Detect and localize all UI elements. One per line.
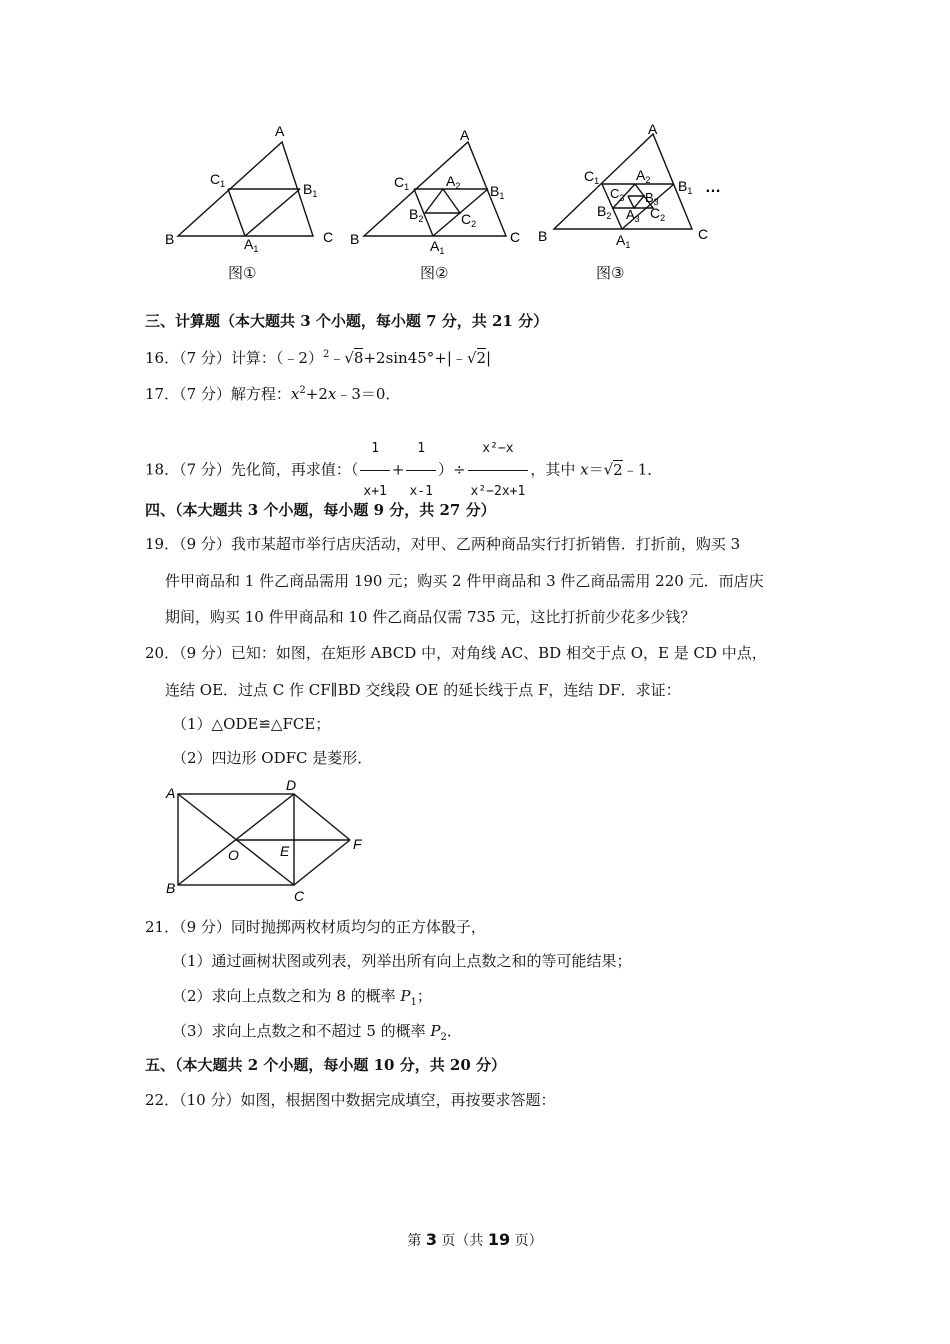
- svg-text:B: B: [165, 231, 175, 247]
- question-19-line3: 期间，购买 10 件甲商品和 10 件乙商品仅需 735 元，这比打折前少花多少钱？: [165, 608, 696, 626]
- figure-rectangle: [160, 776, 380, 906]
- svg-text:B2: $B_2$: [597, 203, 612, 221]
- svg-text:C1: $C_1$: [210, 171, 226, 189]
- question-20-part2: （2）四边形 ODFC 是菱形．: [172, 749, 373, 767]
- svg-text:A1: $A_1$: [616, 232, 631, 250]
- section4-title: 四、（本大题共 3 个小题，每小题 9 分，共 27 分）: [145, 501, 496, 519]
- svg-text:C2: $C_2$: [650, 205, 666, 223]
- svg-text:A: A: [648, 121, 658, 137]
- svg-text:B: B: [538, 228, 548, 244]
- svg-text:B1: $B_1$: [490, 183, 505, 201]
- fraction-3: $\frac{\text{x²−x}}{\text{x²−2x+1}}$: [468, 428, 529, 513]
- question-21-part2: （2）求向上点数之和为 8 的概率 $P_1$；: [172, 987, 432, 1008]
- section3-title: 三、计算题（本大题共 3 个小题，每小题 7 分，共 21 分）: [145, 312, 549, 330]
- question-18: 18．（7 分）先化简，再求值：（ $\frac{1}{x+1}$ + $\frac{1}{x-1}$ ）÷ $\frac{\text{x²−x}}{\text{x²−2x+1}}$ ，其中 x＝√2﹣1．: [145, 428, 662, 513]
- question-22: 22．（10 分）如图，根据图中数据完成填空，再按要求答题：: [145, 1091, 556, 1109]
- svg-text:B: B: [166, 880, 176, 896]
- svg-text:C2: $C_2$: [461, 211, 477, 229]
- fig3-caption: 图③: [596, 264, 625, 282]
- svg-text:C: C: [698, 226, 709, 242]
- question-20-line2: 连结 OE．过点 C 作 CF∥BD 交线段 OE 的延长线于点 F，连结 DF．求证：: [165, 681, 681, 699]
- question-17: 17．（7 分）解方程：$x^2+2x﹣3=0$．: [145, 385, 401, 403]
- svg-text:B1: $B_1$: [678, 178, 693, 196]
- svg-text:E: E: [280, 843, 290, 859]
- page-footer: 第 3 页（共 19 页）: [407, 1230, 543, 1249]
- section5-title: 五、（本大题共 2 个小题，每小题 10 分，共 20 分）: [145, 1056, 507, 1074]
- svg-text:C3: $C_3$: [610, 186, 625, 203]
- svg-text:C: C: [294, 888, 305, 904]
- svg-text:F: F: [353, 836, 362, 852]
- svg-text:B1: $B_1$: [303, 181, 318, 199]
- fraction-2: $\frac{1}{x-1}$: [406, 428, 435, 513]
- question-21: 21．（9 分）同时抛掷两枚材质均匀的正方体骰子，: [145, 918, 486, 936]
- svg-text:C1: $C_1$: [394, 174, 410, 192]
- question-21-part3: （3）求向上点数之和不超过 5 的概率 $P_2$．: [172, 1022, 462, 1043]
- fraction-1: $\frac{1}{x+1}$: [360, 428, 389, 513]
- fig1-caption: 图①: [228, 264, 257, 282]
- svg-text:A1: $A_1$: [430, 238, 445, 256]
- svg-text:A2: $A_2$: [636, 167, 651, 185]
- svg-text:A: A: [460, 127, 470, 143]
- question-21-part1: （1）通过画树状图或列表，列举出所有向上点数之和的等可能结果；: [172, 952, 632, 970]
- svg-text:O: O: [228, 847, 239, 863]
- svg-text:B3: $B_3$: [645, 190, 659, 207]
- question-16: 16．（7 分）计算：（﹣2）$^2$﹣√8+2sin45°+|﹣√2|: [145, 349, 492, 367]
- question-20-line1: 20．（9 分）已知：如图，在矩形 ABCD 中，对角线 AC、BD 相交于点 O，E 是 CD 中点，: [145, 644, 767, 662]
- question-19-line2: 件甲商品和 1 件乙商品需用 190 元；购买 2 件甲商品和 3 件乙商品需用 220 元．而店庆: [165, 572, 764, 590]
- svg-text:B: B: [350, 231, 360, 247]
- svg-text:…: …: [705, 179, 721, 196]
- question-19-line1: 19．（9 分）我市某超市举行店庆活动，对甲、乙两种商品实行打折销售．打折前，购买 3: [145, 535, 741, 553]
- svg-text:A3: $A_3$: [626, 207, 640, 224]
- question-20-part1: （1）△ODE≌△FCE；: [172, 715, 331, 733]
- fig3-triangle: [554, 134, 692, 229]
- svg-text:C: C: [323, 229, 334, 245]
- svg-text:A2: $A_2$: [446, 173, 461, 191]
- fig2-caption: 图②: [420, 264, 449, 282]
- svg-text:A1: $A_1$: [244, 236, 259, 254]
- svg-text:B2: $B_2$: [409, 206, 424, 224]
- svg-text:D: D: [286, 777, 297, 793]
- svg-text:A: A: [166, 785, 176, 801]
- svg-text:C: C: [510, 229, 521, 245]
- svg-text:A: A: [275, 123, 285, 139]
- svg-text:C1: $C_1$: [584, 168, 600, 186]
